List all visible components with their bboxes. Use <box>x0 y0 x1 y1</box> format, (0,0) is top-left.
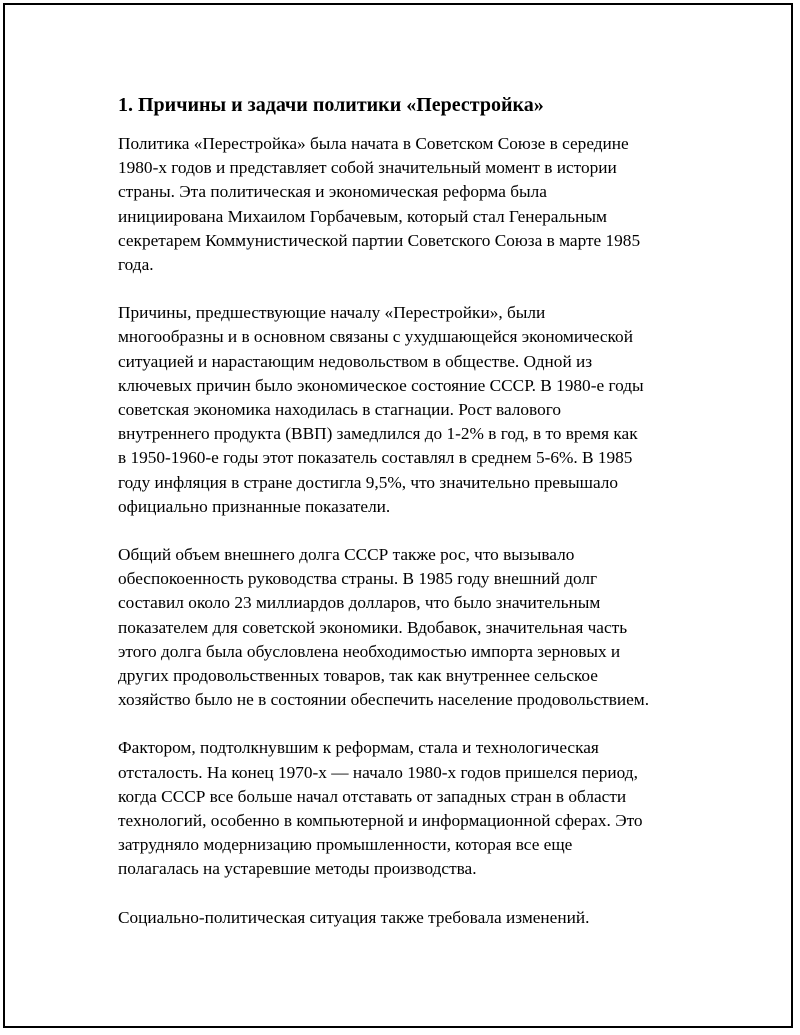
text-line: ситуацией и нарастающим недовольством в обществе. Одной из <box>118 351 593 371</box>
text-line: Фактором, подтолкнувшим к реформам, стала и технологическая <box>118 738 599 758</box>
text-line: Политика «Перестройка» была начата в Советском Союзе в середине <box>118 134 629 153</box>
text-line: в 1950-1960-е годы этот показатель составлял в среднем 5-6%. В 1985 <box>118 448 633 468</box>
text-line: Социально-политическая ситуация также требовала изменений. <box>118 907 590 927</box>
paragraph-social-political <box>118 906 698 930</box>
text-line: технологий, особенно в компьютерной и информационной сферах. Это <box>118 811 643 831</box>
text-line: показателем для советской экономики. Вдобавок, значительная часть <box>118 617 628 637</box>
text-line: когда СССР все больше начал отставать от западных стран в области <box>118 786 627 806</box>
text-line: хозяйство было не в состоянии обеспечить население продовольствием. <box>118 690 650 710</box>
text-line: году инфляция в стране достигла 9,5%, что значительно превышало <box>118 472 619 492</box>
text-line: обеспокоенность руководства страны. В 1985 году внешний долг <box>118 569 598 589</box>
text-line: этого долга была обусловлена необходимостью импорта зерновых и <box>118 641 621 661</box>
text-line: советская экономика находилась в стагнации. Рост валового <box>118 400 562 420</box>
paragraph-technology-gap <box>118 736 698 881</box>
text-line: Общий объем внешнего долга СССР также рос, что вызывало <box>118 545 575 565</box>
text-line: инициирована Михаилом Горбачевым, который стал Генеральным <box>118 206 607 226</box>
text-line: полагалась на устаревшие методы производства. <box>118 859 477 879</box>
text-line: отсталость. На конец 1970-х — начало 1980-х годов пришелся период, <box>118 762 638 782</box>
text-line: страны. Эта политическая и экономическая реформа была <box>118 182 547 202</box>
text-line: 1980-х годов и представляет собой значительный момент в истории <box>118 158 617 178</box>
text-line: затрудняло модернизацию промышленности, которая все еще <box>118 835 573 855</box>
text-line: ключевых причин было экономическое состояние СССР. В 1980-е годы <box>118 375 644 395</box>
text-line: внутреннего продукта (ВВП) замедлился до 1-2% в год, в то время как <box>118 424 638 444</box>
section-heading: 1. Причины и задачи политики «Перестройка» <box>118 94 544 116</box>
text-line: года. <box>118 255 154 275</box>
paragraph-external-debt <box>118 543 698 712</box>
text-line: других продовольственных товаров, так как внутреннее сельское <box>118 666 598 686</box>
text-line: секретарем Коммунистической партии Советского Союза в марте 1985 <box>118 230 641 250</box>
text-line: составил около 23 миллиардов долларов, что было значительным <box>118 593 601 613</box>
text-line: официально признанные показатели. <box>118 496 391 516</box>
paragraph-intro <box>118 132 698 277</box>
text-line: многообразны и в основном связаны с ухудшающейся экономической <box>118 327 633 347</box>
text-line: Причины, предшествующие началу «Перестройки», были <box>118 303 546 323</box>
paragraph-economic-causes <box>118 301 698 519</box>
document-body <box>118 92 698 930</box>
